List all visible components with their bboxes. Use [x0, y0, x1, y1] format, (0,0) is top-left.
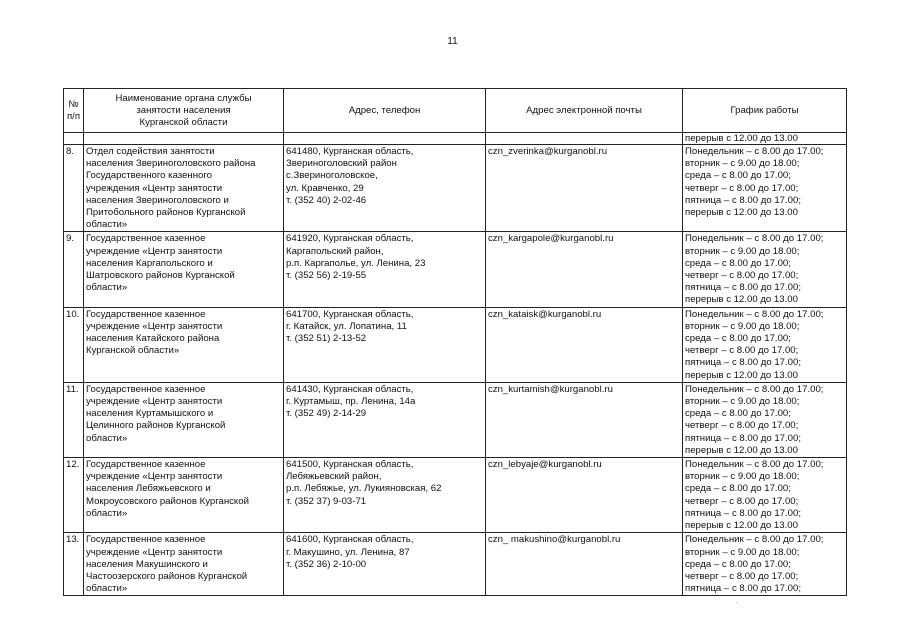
cell-agency-name-line: Курганской области»	[86, 345, 180, 357]
table-row	[64, 145, 847, 232]
cell-agency-name-line: области»	[86, 282, 128, 294]
cell-schedule	[683, 307, 847, 382]
cell-email: czn_kurtamish@kurganobl.ru	[486, 382, 683, 457]
cell-agency-name-line: Мокроусовского районов Курганской	[86, 495, 249, 507]
cell-schedule-line: пятница – с 8.00 до 17.00;	[685, 432, 802, 444]
cell-agency-name	[84, 458, 284, 533]
cell-email: czn_zverinka@kurganobl.ru	[486, 145, 683, 232]
cell-schedule-line: перерыв с 12.00 до 13.00	[685, 369, 798, 381]
cell-address-line: т. (352 40) 2-02-46	[286, 194, 367, 206]
cell-schedule-line: Понедельник – с 8.00 до 17.00;	[685, 459, 824, 471]
cell-agency-name-line: Государственное казенное	[86, 534, 206, 546]
cell-address	[284, 133, 486, 145]
cell-address-line: ул. Кравченко, 29	[286, 182, 364, 194]
cell-agency-name-line: населения Куртамышского и	[86, 408, 214, 420]
cell-schedule-line: пятница – с 8.00 до 17.00;	[685, 282, 802, 294]
table-row	[64, 232, 847, 307]
cell-agency-name-line: области»	[86, 219, 128, 231]
continuation-row	[64, 133, 847, 145]
cell-schedule-line: среда – с 8.00 до 17.00;	[685, 257, 791, 269]
cell-address-line: 641600, Курганская область,	[286, 534, 414, 546]
cell-schedule-line: четверг – с 8.00 до 17.00;	[685, 270, 799, 282]
cell-agency-name-line: населения Каргапольского и	[86, 257, 213, 269]
cell-address-line: т. (352 56) 2-19-55	[286, 270, 367, 282]
cell-address-line: р.п. Лебяжье, ул. Лукияновская, 62	[286, 483, 442, 495]
cell-agency-name-line: населения Макушинского и	[86, 558, 208, 570]
cell-schedule-line: четверг – с 8.00 до 17.00;	[685, 182, 799, 194]
cell-schedule-line: среда – с 8.00 до 17.00;	[685, 333, 791, 345]
cell-schedule-line: Понедельник – с 8.00 до 17.00;	[685, 233, 824, 245]
cell-agency-name	[84, 133, 284, 145]
cell-schedule-line: перерыв с 12.00 до 13.00	[685, 444, 798, 456]
cell-address-line: т. (352 37) 9-03-71	[286, 495, 367, 507]
cell-address-line: 641430, Курганская область,	[286, 383, 414, 395]
cell-schedule-line: Понедельник – с 8.00 до 17.00;	[685, 383, 824, 395]
cell-agency-name	[84, 382, 284, 457]
cell-agency-name-line: населения Звериноголовского района	[86, 158, 256, 170]
cell-agency-name-line: населения Звериноголовского и	[86, 194, 229, 206]
header-address: Адрес, телефон	[284, 89, 486, 133]
header-agency-name: Наименование органа службы занятости населения Курганской области	[84, 89, 284, 133]
cell-schedule-line: вторник – с 9.00 до 18.00;	[685, 471, 800, 483]
cell-agency-name-line: Государственное казенное	[86, 459, 206, 471]
employment-centers-table	[63, 88, 847, 596]
page-number: 11	[447, 36, 458, 47]
header-schedule: График работы	[683, 89, 847, 133]
cell-schedule-line: Понедельник – с 8.00 до 17.00;	[685, 146, 824, 157]
cell-address	[284, 307, 486, 382]
cell-number: 10.	[64, 307, 84, 382]
cell-agency-name-line: Государственное казенное	[86, 308, 206, 320]
cell-address	[284, 533, 486, 596]
cell-address-line: Каргапольский район,	[286, 245, 384, 257]
cell-schedule-line: среда – с 8.00 до 17.00;	[685, 408, 791, 420]
cell-schedule: перерыв с 12.00 до 13.00	[683, 133, 847, 145]
cell-agency-name	[84, 533, 284, 596]
cell-agency-name-line: Шатровского районов Курганской	[86, 270, 235, 282]
cell-address	[284, 382, 486, 457]
cell-schedule-line: четверг – с 8.00 до 17.00;	[685, 420, 799, 432]
cell-email: czn_ makushino@kurganobl.ru	[486, 533, 683, 596]
cell-schedule	[683, 232, 847, 307]
cell-agency-name-line: учреждение «Центр занятости	[86, 546, 223, 558]
cell-number	[64, 133, 84, 145]
cell-address-line: т. (352 51) 2-13-52	[286, 333, 367, 345]
cell-address-line: Звериноголовский район	[286, 158, 397, 170]
cell-schedule-line: вторник – с 9.00 до 18.00;	[685, 396, 800, 408]
cell-agency-name	[84, 145, 284, 232]
cell-agency-name-line: области»	[86, 432, 128, 444]
cell-number: 11.	[64, 382, 84, 457]
cell-agency-name-line: учреждение «Центр занятости	[86, 396, 223, 408]
cell-schedule-line: пятница – с 8.00 до 17.00;	[685, 507, 802, 519]
cell-agency-name-line: населения Лебяжьевского и	[86, 483, 211, 495]
cell-schedule-line: среда – с 8.00 до 17.00;	[685, 483, 791, 495]
cell-address	[284, 458, 486, 533]
cell-address-line: г. Куртамыш, пр. Ленина, 14а	[286, 396, 416, 408]
cell-address-line: р.п. Каргаполье, ул. Ленина, 23	[286, 257, 426, 269]
table-row	[64, 533, 847, 596]
cell-address-line: т. (352 36) 2-10-00	[286, 558, 367, 570]
cell-schedule-line: вторник – с 9.00 до 18.00;	[685, 320, 800, 332]
cell-agency-name-line: учреждение «Центр занятости	[86, 471, 223, 483]
cell-schedule-line: перерыв с 12.00 до 13.00	[685, 520, 798, 532]
cell-schedule-line: пятница – с 8.00 до 17.00;	[685, 357, 802, 369]
cell-schedule	[683, 382, 847, 457]
table-row	[64, 307, 847, 382]
cell-agency-name-line: Государственное казенное	[86, 233, 206, 245]
cell-schedule-line: Понедельник – с 8.00 до 17.00;	[685, 308, 824, 320]
table-row	[64, 382, 847, 457]
cell-agency-name-line: Государственного казенного	[86, 170, 212, 182]
cell-schedule	[683, 533, 847, 596]
cell-schedule-line: вторник – с 9.00 до 18.00;	[685, 546, 800, 558]
cell-schedule	[683, 458, 847, 533]
header-number: № п/п	[64, 89, 84, 133]
cell-agency-name-line: области»	[86, 507, 128, 519]
cell-schedule-line: пятница – с 8.00 до 17.00;	[685, 194, 802, 206]
cell-schedule-line: четверг – с 8.00 до 17.00;	[685, 495, 799, 507]
cell-agency-name-line: Притобольного районов Курганской	[86, 207, 246, 219]
cell-address-line: с.Звериноголовское,	[286, 170, 378, 182]
table-row	[64, 458, 847, 533]
cell-agency-name-line: области»	[86, 583, 128, 595]
cell-schedule-line: пятница – с 8.00 до 17.00;	[685, 583, 802, 595]
cell-schedule-line: вторник – с 9.00 до 18.00;	[685, 245, 800, 257]
cell-email: czn_kargapole@kurganobl.ru	[486, 232, 683, 307]
cell-agency-name-line: Отдел содействия занятости	[86, 146, 215, 157]
cell-schedule	[683, 145, 847, 232]
cell-number: 12.	[64, 458, 84, 533]
header-email: Адрес электронной почты	[486, 89, 683, 133]
cell-schedule-line: среда – с 8.00 до 17.00;	[685, 558, 791, 570]
cell-agency-name-line: учреждения «Центр занятости	[86, 182, 223, 194]
cell-email: czn_lebyaje@kurganobl.ru	[486, 458, 683, 533]
cell-number: 8.	[64, 145, 84, 232]
cell-agency-name	[84, 232, 284, 307]
cell-number: 13.	[64, 533, 84, 596]
cell-schedule-line: четверг – с 8.00 до 17.00;	[685, 345, 799, 357]
cell-email	[486, 133, 683, 145]
table-header-row	[64, 89, 847, 133]
scan-mark: ·	[735, 598, 738, 607]
cell-address-line: г. Макушино, ул. Ленина, 87	[286, 546, 410, 558]
cell-address-line: 641500, Курганская область,	[286, 459, 414, 471]
cell-agency-name-line: учреждение «Центр занятости	[86, 245, 223, 257]
cell-schedule-line: среда – с 8.00 до 17.00;	[685, 170, 791, 182]
cell-schedule-line: Понедельник – с 8.00 до 17.00;	[685, 534, 824, 546]
cell-address	[284, 232, 486, 307]
cell-schedule-line: перерыв с 12.00 до 13.00	[685, 207, 798, 219]
cell-agency-name-line: Частоозерского районов Курганской	[86, 570, 248, 582]
cell-agency-name	[84, 307, 284, 382]
cell-schedule-line: перерыв с 12.00 до 13.00	[685, 294, 798, 306]
cell-address-line: 641480, Курганская область,	[286, 146, 414, 157]
cell-agency-name-line: Целинного районов Курганской	[86, 420, 226, 432]
cell-agency-name-line: Государственное казенное	[86, 383, 206, 395]
cell-address-line: 641920, Курганская область,	[286, 233, 414, 245]
cell-schedule-line: четверг – с 8.00 до 17.00;	[685, 570, 799, 582]
cell-address-line: 641700, Курганская область,	[286, 308, 414, 320]
cell-address-line: т. (352 49) 2-14-29	[286, 408, 367, 420]
cell-address	[284, 145, 486, 232]
cell-email: czn_kataisk@kurganobl.ru	[486, 307, 683, 382]
cell-address-line: Лебяжьевский район,	[286, 471, 382, 483]
cell-schedule-line: вторник – с 9.00 до 18.00;	[685, 158, 800, 170]
cell-number: 9.	[64, 232, 84, 307]
cell-agency-name-line: населения Катайского района	[86, 333, 220, 345]
cell-address-line: г. Катайск, ул. Лопатина, 11	[286, 320, 407, 332]
cell-agency-name-line: учреждение «Центр занятости	[86, 320, 223, 332]
